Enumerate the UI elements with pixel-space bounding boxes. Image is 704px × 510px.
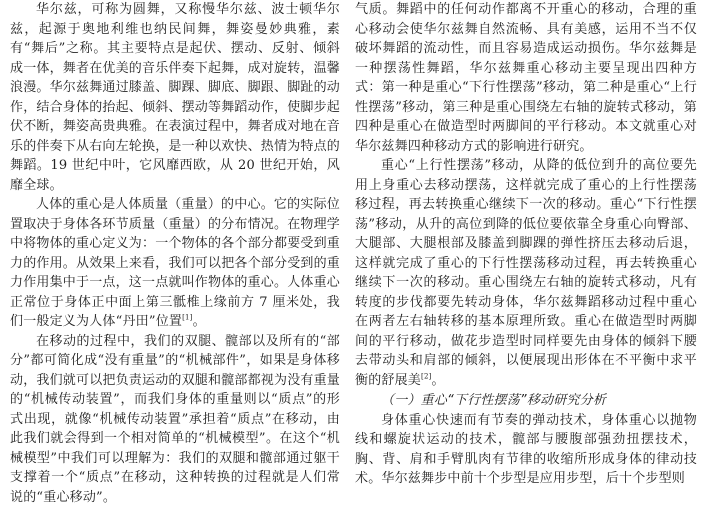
- section-heading: （一）重心“下行性摆荡”移动研究分析: [381, 393, 607, 408]
- citation-ref-1: [1]: [182, 313, 193, 322]
- citation-ref-2: [2]: [421, 372, 432, 381]
- paragraph-movement-types: 气质。舞蹈中的任何动作都离不开重心的移动，合理的重心移动会使华尔兹舞自然流畅、具有美感，运用不当不仅破坏舞蹈的流动性，而且容易造成运动损伤。华尔兹舞是一种摆荡性舞蹈，华尔兹舞重心移动主要呈现出四种方式：第一种是重心“下行性摆荡”移动，第二种是重心“上行性摆荡”移动，第三种是重心围绕左右轴的旋转式移动，第四种是重心在做造型时两脚间的平行移动。本文就重心对华尔兹舞四种移动方式的影响进行研究。: [355, 2, 697, 154]
- paragraph-technique: 身体重心快速而有节奏的弹动技术，身体重心以抛物线和螺旋状运动的技术，髋部与腰腹部强劲扭摆技术，胸、背、肩和手臂肌肉有节律的收缩所形成身体的律动技术。华尔兹舞步中前十个步型是应用步型，后十个步型则: [355, 412, 697, 486]
- paragraph-end: 。: [431, 372, 445, 388]
- paragraph-text: 重心“上行性摆荡”移动，从降的低位到升的高位要先用上身重心去移动摆荡，这样就完成了重心的上行性摆荡移过程，再去转换重心继续下一次的移动。重心“下行性摆荡”移动，从升的高位到降的低位要依靠全身重心向臀部、大腿部、大腿根部及膝盖到脚踝的弹性挤压去移动后退，这样就完成了重心的下行性摆荡移动过程，再去转换重心继续下一次的移动。重心围绕左右轴的旋转式移动，凡有转度的步伐都要先转动身体，华尔兹舞蹈移动过程中重心在两者左右轴转移的基本原理所致。重心在做造型时两脚间的平行移动，做花步造型时同样要先由身体的倾斜下腰去带动头和肩部的倾斜，以便展现出形体在不平衡中求平衡的舒展美: [355, 158, 697, 388]
- paragraph-end: 。: [192, 314, 206, 329]
- paragraph-waltz-intro: 华尔兹，可称为圆舞，又称慢华尔兹、波士顿华尔兹，起源于奥地利维也纳民间舞，舞姿曼妙典雅，素有“舞后”之称。其主要特点是起伏、摆动、反射、倾斜成一体，舞者在优美的音乐伴奏下起舞，成对旋转，温馨浪漫。华尔兹舞通过膝盖、脚踝、脚底、脚跟、脚趾的动作，结合身体的抬起、倾斜、摆动等舞蹈动作，使脚步起伏不断，舞姿高贵典雅。在表演过程中，舞者成对地在音乐的伴奏下从右向左轮换，是一种以欢快、热情为特点的舞蹈。19 世纪中叶，它风靡西欧，从 20 世纪开始，风靡全球。: [10, 2, 341, 193]
- right-column: [355, 0, 697, 489]
- left-column: [10, 0, 340, 507]
- paragraph-center-of-gravity: [10, 195, 340, 332]
- paragraph-mechanical-model: 在移动的过程中，我们的双腿、髋部以及所有的“部分”都可简化成“没有重量”的“机械部件”，如果是身体移动，我们就可以把负责运动的双腿和髋部都视为没有重量的“机械传动装置”，而我们身体的重量则以“质点”的形式出现，就像“机械传动装置”承担着“质点”在移动，由此我们就会得到一个相对简单的“机械模型”。在这个“机械模型”中我们可以理解为：我们的双腿和髋部通过躯干支撑着一个“质点”在移动，这种转换的过程就是人们常说的“重心移动”。: [10, 333, 341, 505]
- paragraph-swing-movements: [355, 156, 697, 390]
- paragraph-text: 人体的重心是人体质量（重量）的中心。它的实际位置取决于身体各环节质量（重量）的分布情况。在物理学中将物体的重心定义为：一个物体的各个部分都要受到重力的作用。从效果上来看，我们可以把各个部分受到的重力作用集中于一点，这一点就叫作物体的重心。人体重心正常位于身体正中面上第三骶椎上缘前方 7 厘米处，我们一般定义为人体“丹田”位置: [10, 197, 341, 329]
